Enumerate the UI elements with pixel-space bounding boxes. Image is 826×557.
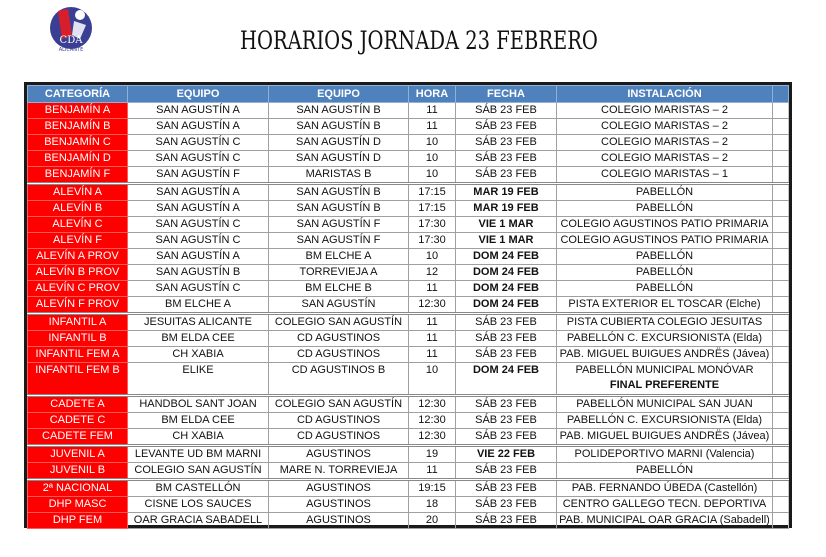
visitor-team-cell: MARE N. TORREVIEJA [269,463,409,480]
local-team-cell: ELIKE [128,363,269,396]
venue-cell: PABELLÓN [557,463,773,480]
table-row [28,201,789,217]
local-team-cell: CISNE LOS SAUCES [128,497,269,513]
empty-cell [773,281,789,297]
venue-cell: CENTRO GALLEGO TECN. DEPORTIVA [557,497,773,513]
visitor-team-cell: AGUSTINOS [269,480,409,497]
category-cell: ALEVÍN B PROV [28,265,128,281]
venue-cell: PABELLÓN [557,201,773,217]
visitor-team-cell: SAN AGUSTÍN B [269,103,409,119]
local-team-cell: SAN AGUSTÍN F [128,167,269,184]
header-venue: INSTALACIÓN [557,86,773,103]
date-cell: DOM 24 FEB [456,363,557,396]
category-cell: INFANTIL B [28,331,128,347]
time-cell: 11 [409,314,456,331]
date-cell: SÁB 23 FEB [456,429,557,446]
empty-cell [773,429,789,446]
empty-cell [773,297,789,314]
date-cell: SÁB 23 FEB [456,463,557,480]
empty-cell [773,184,789,201]
visitor-team-cell: MARISTAS B [269,167,409,184]
category-cell: BENJAMÍN F [28,167,128,184]
header-row [28,86,789,103]
local-team-cell: BM ELDA CEE [128,331,269,347]
empty-cell [773,217,789,233]
table-row [28,233,789,249]
category-cell: CADETE C [28,413,128,429]
date-cell: SÁB 23 FEB [456,135,557,151]
venue-cell: COLEGIO AGUSTINOS PATIO PRIMARIA [557,233,773,249]
table-row [28,513,789,529]
table-row [28,480,789,497]
visitor-team-cell: CD AGUSTINOS [269,347,409,363]
visitor-team-cell: AGUSTINOS [269,497,409,513]
table-row [28,347,789,363]
empty-cell [773,331,789,347]
time-cell: 17:30 [409,217,456,233]
table-row [28,497,789,513]
empty-cell [773,135,789,151]
page-title: HORARIOS JORNADA 23 FEBRERO [240,26,598,55]
svg-text:CDA: CDA [59,35,83,46]
time-cell: 20 [409,513,456,529]
local-team-cell: SAN AGUSTÍN C [128,135,269,151]
table-row [28,413,789,429]
time-cell: 19:15 [409,480,456,497]
time-cell: 12 [409,265,456,281]
table-row [28,135,789,151]
date-cell: SÁB 23 FEB [456,347,557,363]
visitor-team-cell: COLEGIO SAN AGUSTÍN [269,314,409,331]
table-row [28,463,789,480]
visitor-team-cell: SAN AGUSTÍN B [269,119,409,135]
svg-text:ALICANTE: ALICANTE [58,47,84,53]
table-row [28,265,789,281]
visitor-team-cell: SAN AGUSTÍN B [269,201,409,217]
category-cell: 2ª NACIONAL [28,480,128,497]
local-team-cell: SAN AGUSTÍN A [128,249,269,265]
table-row [28,363,789,396]
venue-cell: PABELLÓN MUNICIPAL SAN JUAN [557,396,773,413]
local-team-cell: SAN AGUSTÍN B [128,265,269,281]
time-cell: 18 [409,497,456,513]
category-cell: CADETE A [28,396,128,413]
header-time: HORA [409,86,456,103]
club-logo [46,5,96,53]
time-cell: 11 [409,463,456,480]
local-team-cell: CH XABIA [128,347,269,363]
time-cell: 11 [409,347,456,363]
date-cell: VIE 1 MAR [456,233,557,249]
category-cell: JUVENIL A [28,446,128,463]
local-team-cell: SAN AGUSTÍN A [128,184,269,201]
header-empty [773,86,789,103]
local-team-cell: SAN AGUSTÍN A [128,201,269,217]
venue-cell: PABELLÓN [557,184,773,201]
table-row [28,184,789,201]
local-team-cell: SAN AGUSTÍN A [128,119,269,135]
date-cell: MAR 19 FEB [456,201,557,217]
time-cell: 17:15 [409,184,456,201]
time-cell: 10 [409,167,456,184]
venue-cell: COLEGIO AGUSTINOS PATIO PRIMARIA [557,217,773,233]
empty-cell [773,513,789,529]
table-row [28,396,789,413]
date-cell: SÁB 23 FEB [456,331,557,347]
empty-cell [773,413,789,429]
date-cell: SÁB 23 FEB [456,396,557,413]
date-cell: SÁB 23 FEB [456,119,557,135]
table-row [28,103,789,119]
table-row [28,217,789,233]
empty-cell [773,233,789,249]
visitor-team-cell: BM ELCHE B [269,281,409,297]
empty-cell [773,201,789,217]
visitor-team-cell: SAN AGUSTÍN F [269,233,409,249]
date-cell: SÁB 23 FEB [456,167,557,184]
visitor-team-cell: CD AGUSTINOS [269,413,409,429]
venue-cell [557,363,773,396]
category-cell: ALEVÍN A [28,184,128,201]
local-team-cell: LEVANTE UD BM MARNI [128,446,269,463]
time-cell: 12:30 [409,429,456,446]
visitor-team-cell: CD AGUSTINOS [269,429,409,446]
date-cell: MAR 19 FEB [456,184,557,201]
category-cell: BENJAMÍN A [28,103,128,119]
venue-text: PABELLÓN MUNICIPAL MONÓVAR [575,364,754,376]
table-row [28,446,789,463]
empty-cell [773,103,789,119]
venue-cell: PABELLÓN [557,265,773,281]
visitor-team-cell: TORREVIEJA A [269,265,409,281]
category-cell: CADETE FEM [28,429,128,446]
category-cell: ALEVÍN A PROV [28,249,128,265]
local-team-cell: SAN AGUSTÍN C [128,281,269,297]
empty-cell [773,446,789,463]
time-cell: 10 [409,249,456,265]
venue-cell: COLEGIO MARISTAS – 2 [557,103,773,119]
date-cell: DOM 24 FEB [456,265,557,281]
time-cell: 12:30 [409,396,456,413]
venue-cell: PABELLÓN C. EXCURSIONISTA (Elda) [557,331,773,347]
table-row [28,429,789,446]
category-cell: DHP MASC [28,497,128,513]
local-team-cell: OAR GRACIA SABADELL [128,513,269,529]
table-row [28,151,789,167]
category-cell: INFANTIL FEM B [28,363,128,396]
local-team-cell: SAN AGUSTÍN C [128,233,269,249]
table-row [28,314,789,331]
visitor-team-cell: CD AGUSTINOS B [269,363,409,396]
time-cell: 11 [409,331,456,347]
table-row [28,167,789,184]
venue-cell: POLIDEPORTIVO MARNI (Valencia) [557,446,773,463]
date-cell: SÁB 23 FEB [456,151,557,167]
date-cell: DOM 24 FEB [456,297,557,314]
visitor-team-cell: SAN AGUSTÍN B [269,184,409,201]
category-cell: BENJAMÍN B [28,119,128,135]
header-date: FECHA [456,86,557,103]
table-row [28,119,789,135]
empty-cell [773,497,789,513]
local-team-cell: BM ELCHE A [128,297,269,314]
table-row [28,249,789,265]
date-cell: SÁB 23 FEB [456,413,557,429]
time-cell: 12:30 [409,297,456,314]
empty-cell [773,151,789,167]
venue-cell: PABELLÓN C. EXCURSIONISTA (Elda) [557,413,773,429]
local-team-cell: SAN AGUSTÍN C [128,217,269,233]
time-cell: 11 [409,119,456,135]
table-row [28,297,789,314]
venue-cell: PABELLÓN [557,249,773,265]
time-cell: 17:15 [409,201,456,217]
table-row [28,281,789,297]
empty-cell [773,480,789,497]
empty-cell [773,347,789,363]
local-team-cell: CH XABIA [128,429,269,446]
venue-cell: COLEGIO MARISTAS – 2 [557,151,773,167]
time-cell: 12:30 [409,413,456,429]
category-cell: ALEVÍN C PROV [28,281,128,297]
time-cell: 10 [409,135,456,151]
category-cell: ALEVÍN B [28,201,128,217]
schedule-table [27,85,789,529]
category-cell: DHP FEM [28,513,128,529]
local-team-cell: HANDBOL SANT JOAN [128,396,269,413]
empty-cell [773,363,789,396]
visitor-team-cell: CD AGUSTINOS [269,331,409,347]
category-cell: BENJAMÍN D [28,151,128,167]
category-cell: INFANTIL A [28,314,128,331]
date-cell: SÁB 23 FEB [456,314,557,331]
visitor-team-cell: BM ELCHE A [269,249,409,265]
visitor-team-cell: SAN AGUSTÍN [269,297,409,314]
local-team-cell: COLEGIO SAN AGUSTÍN [128,463,269,480]
empty-cell [773,167,789,184]
date-cell: VIE 22 FEB [456,446,557,463]
local-team-cell: JESUITAS ALICANTE [128,314,269,331]
venue-cell: COLEGIO MARISTAS – 2 [557,135,773,151]
venue-cell: PAB. MIGUEL BUIGUES ANDRËS (Jávea) [557,429,773,446]
header-category: CATEGORÍA [28,86,128,103]
local-team-cell: SAN AGUSTÍN A [128,103,269,119]
date-cell: DOM 24 FEB [456,281,557,297]
visitor-team-cell: AGUSTINOS [269,513,409,529]
empty-cell [773,119,789,135]
venue-cell: PAB. MIGUEL BUIGUES ANDRËS (Jávea) [557,347,773,363]
time-cell: 17:30 [409,233,456,249]
visitor-team-cell: AGUSTINOS [269,446,409,463]
time-cell: 10 [409,363,456,396]
date-cell: SÁB 23 FEB [456,497,557,513]
visitor-team-cell: SAN AGUSTÍN D [269,151,409,167]
visitor-team-cell: COLEGIO SAN AGUSTÍN [269,396,409,413]
empty-cell [773,463,789,480]
local-team-cell: SAN AGUSTÍN C [128,151,269,167]
time-cell: 11 [409,281,456,297]
category-cell: ALEVÍN F [28,233,128,249]
date-cell: DOM 24 FEB [456,249,557,265]
venue-cell: PABELLÓN [557,281,773,297]
venue-note: FINAL PREFERENTE [609,379,720,391]
venue-cell: PAB. FERNANDO ÚBEDA (Castellón) [557,480,773,497]
venue-cell: PISTA EXTERIOR EL TOSCAR (Elche) [557,297,773,314]
venue-cell: COLEGIO MARISTAS – 1 [557,167,773,184]
header-team-visitor: EQUIPO [269,86,409,103]
venue-cell: PISTA CUBIERTA COLEGIO JESUITAS [557,314,773,331]
date-cell: SÁB 23 FEB [456,480,557,497]
visitor-team-cell: SAN AGUSTÍN F [269,217,409,233]
time-cell: 11 [409,103,456,119]
local-team-cell: BM CASTELLÓN [128,480,269,497]
visitor-team-cell: SAN AGUSTÍN D [269,135,409,151]
empty-cell [773,314,789,331]
date-cell: SÁB 23 FEB [456,513,557,529]
header-team-local: EQUIPO [128,86,269,103]
category-cell: ALEVÍN F PROV [28,297,128,314]
empty-cell [773,265,789,281]
time-cell: 19 [409,446,456,463]
category-cell: BENJAMÍN C [28,135,128,151]
category-cell: ALEVÍN C [28,217,128,233]
time-cell: 10 [409,151,456,167]
local-team-cell: BM ELDA CEE [128,413,269,429]
category-cell: JUVENIL B [28,463,128,480]
table-row [28,331,789,347]
venue-cell: PAB. MUNICIPAL OAR GRACIA (Sabadell) [557,513,773,529]
category-cell: INFANTIL FEM A [28,347,128,363]
empty-cell [773,249,789,265]
date-cell: VIE 1 MAR [456,217,557,233]
date-cell: SÁB 23 FEB [456,103,557,119]
empty-cell [773,396,789,413]
venue-cell: COLEGIO MARISTAS – 2 [557,119,773,135]
